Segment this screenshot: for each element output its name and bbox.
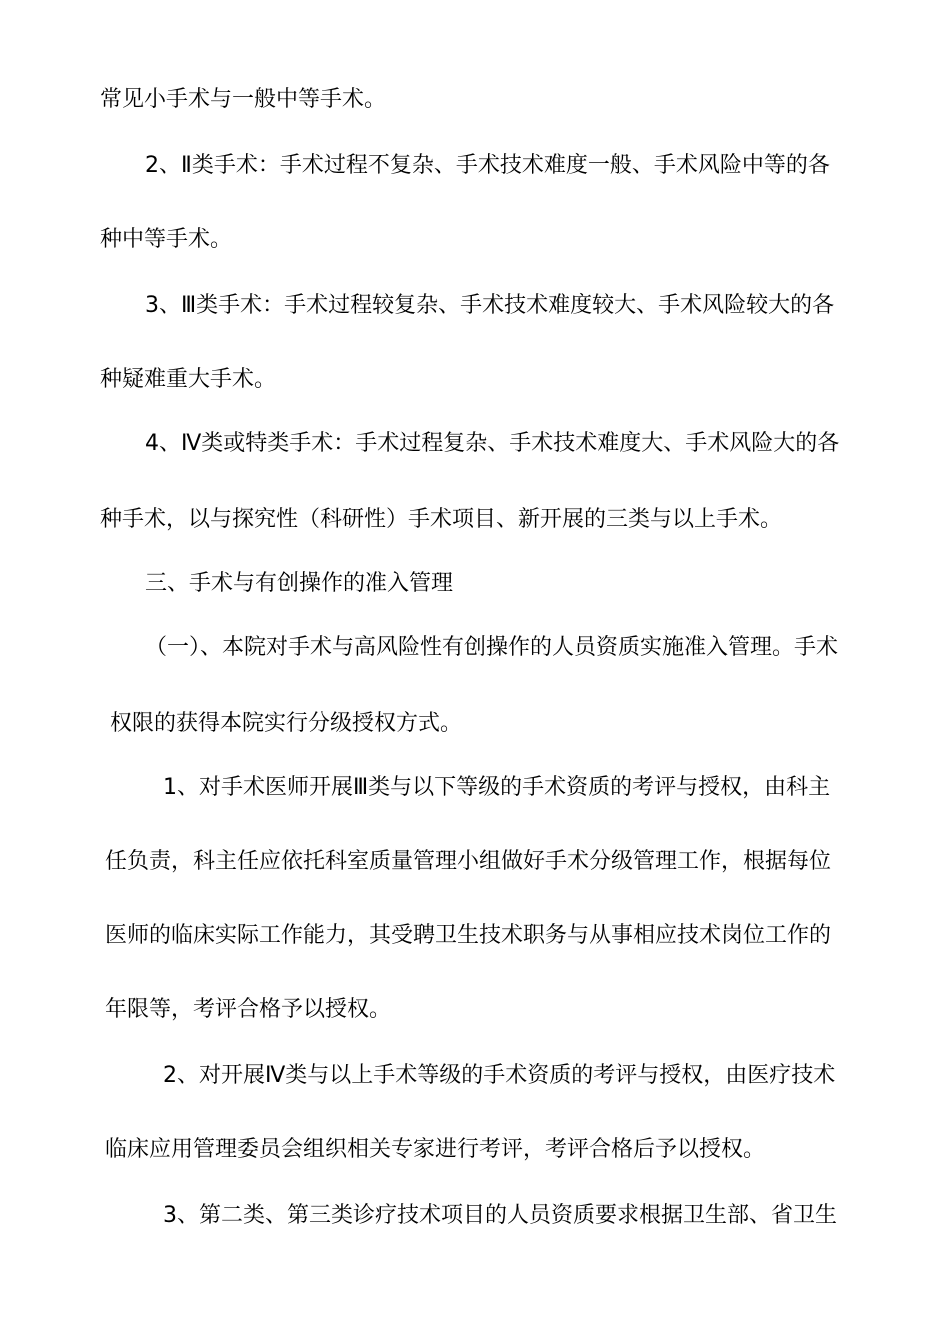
text-line: 临床应用管理委员会组织相关专家进行考评，考评合格后予以授权。 — [105, 1137, 766, 1162]
text-line: 种手术，以与探究性（科研性）手术项目、新开展的三类与以上手术。 — [100, 507, 783, 532]
text-line: （一）、本院对手术与高风险性有创操作的人员资质实施准入管理。手术 — [145, 635, 839, 660]
text-line: 3、Ⅲ类手术：手术过程较复杂、手术技术难度较大、手术风险较大的各 — [145, 293, 835, 318]
text-line: 种疑难重大手术。 — [100, 367, 277, 392]
text-line: 常见小手术与一般中等手术。 — [100, 87, 387, 112]
text-line: 3、第二类、第三类诊疗技术项目的人员资质要求根据卫生部、省卫生 — [163, 1203, 837, 1228]
text-line: 医师的临床实际工作能力，其受聘卫生技术职务与从事相应技术岗位工作的 — [105, 923, 832, 948]
text-line: 2、Ⅱ类手术：手术过程不复杂、手术技术难度一般、手术风险中等的各 — [145, 153, 830, 178]
text-line: 2、对开展Ⅳ类与以上手术等级的手术资质的考评与授权，由医疗技术 — [163, 1063, 836, 1088]
section-heading: 三、手术与有创操作的准入管理 — [145, 571, 454, 596]
text-line: 权限的获得本院实行分级授权方式。 — [110, 711, 463, 736]
text-line: 任负责，科主任应依托科室质量管理小组做好手术分级管理工作，根据每位 — [105, 849, 832, 874]
text-line: 1、对手术医师开展Ⅲ类与以下等级的手术资质的考评与授权，由科主 — [163, 775, 831, 800]
text-line: 年限等，考评合格予以授权。 — [105, 997, 392, 1022]
text-line: 种中等手术。 — [100, 227, 233, 252]
text-line: 4、Ⅳ类或特类手术：手术过程复杂、手术技术难度大、手术风险大的各 — [145, 431, 840, 456]
